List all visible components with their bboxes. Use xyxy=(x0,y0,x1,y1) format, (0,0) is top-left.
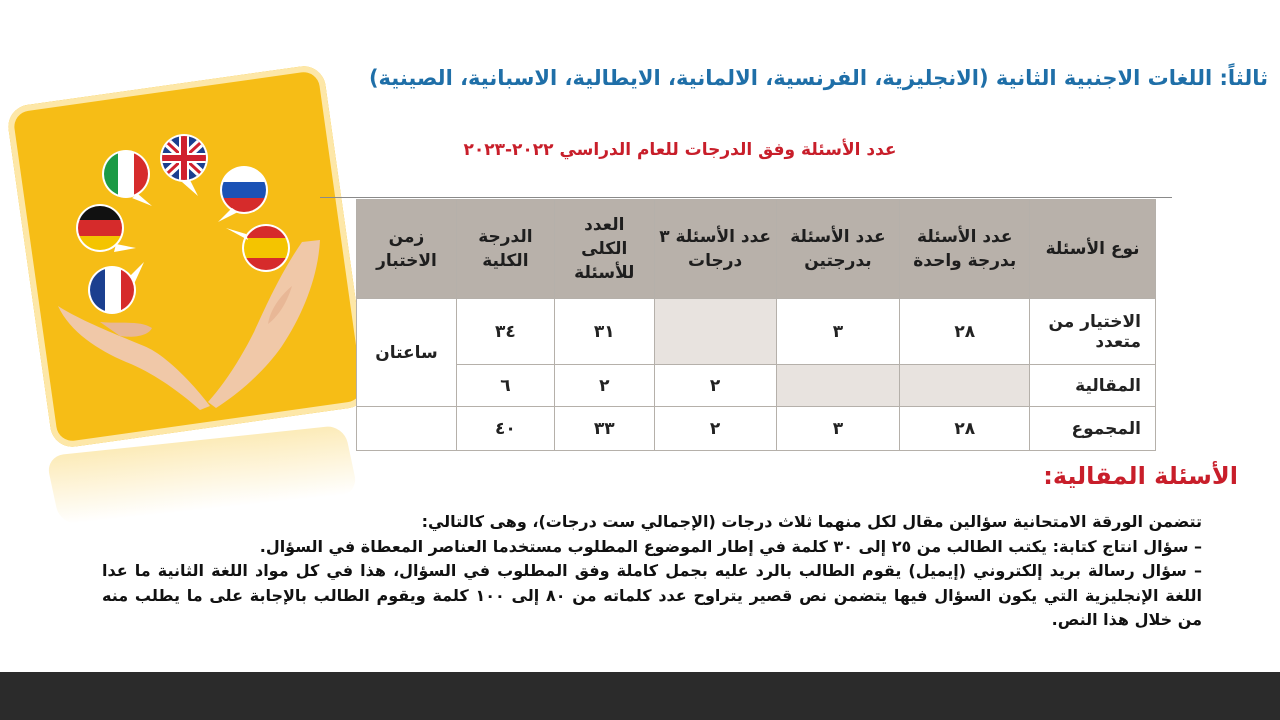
cell-three-points xyxy=(654,299,776,365)
uk-flag-icon xyxy=(158,134,210,196)
table-total-row xyxy=(357,407,1156,451)
cell-one-point: ٢٨ xyxy=(900,299,1030,365)
divider xyxy=(320,197,1172,198)
row-label: المقالية xyxy=(1030,365,1156,407)
essay-heading: الأسئلة المقالية: xyxy=(1043,462,1238,490)
france-flag-icon xyxy=(88,262,144,314)
essay-paragraph: – سؤال رسالة بريد إلكتروني (إيميل) يقوم الطالب بالرد عليه بجمل كاملة وفق المطلوب في السؤال، هذا في كل مواد اللغة الثانية ما عدا اللغة الإنجليزية التي يكون السؤال فيها يتضمن نص قصير يتراوح عدد كلماته من ٨٠ إلى ١٠٠ كلمة ويقوم الطالب بالإجابة على ما يطلب منه من خلال هذا النص. xyxy=(102,561,1203,629)
total-count: ٣٣ xyxy=(554,407,654,451)
header-total-score: الدرجة الكلية xyxy=(456,200,554,299)
questions-table xyxy=(356,199,1156,451)
essay-paragraph: تتضمن الورقة الامتحانية سؤالين مقال لكل منهما ثلاث درجات (الإجمالي ست درجات)، وهى كالتالي: xyxy=(421,512,1202,531)
total-empty-cell xyxy=(357,407,457,451)
page-title: ثالثاً: اللغات الاجنبية الثانية (الانجليزية، الفرنسية، الالمانية، الايطالية، الاسبانية، الصينية) xyxy=(368,66,1268,90)
header-three-points: عدد الأسئلة ٣ درجات xyxy=(654,200,776,299)
header-total-count: العدد الكلى للأسئلة xyxy=(554,200,654,299)
total-two-points: ٣ xyxy=(776,407,900,451)
essay-description xyxy=(102,510,1202,633)
cell-total-score: ٣٤ xyxy=(456,299,554,365)
total-label: المجموع xyxy=(1030,407,1156,451)
languages-illustration xyxy=(40,110,340,430)
cell-total-score: ٦ xyxy=(456,365,554,407)
russia-flag-icon xyxy=(218,166,270,222)
header-two-points: عدد الأسئلة بدرجتين xyxy=(776,200,900,299)
essay-paragraph: – سؤال انتاج كتابة: يكتب الطالب من ٢٥ إلى ٣٠ كلمة في إطار الموضوع المطلوب مستخدما العناصر المعطاة في السؤال. xyxy=(259,536,1202,556)
header-one-point: عدد الأسئلة بدرجة واحدة xyxy=(900,200,1030,299)
cell-total-count: ٣١ xyxy=(554,299,654,365)
italy-flag-icon xyxy=(100,150,152,206)
cell-two-points xyxy=(776,365,900,407)
germany-flag-icon xyxy=(76,204,136,252)
bottom-bar xyxy=(0,672,1280,720)
table-row xyxy=(357,299,1156,365)
header-exam-time: زمن الاختبار xyxy=(357,200,457,299)
cell-three-points: ٢ xyxy=(654,365,776,407)
header-question-type: نوع الأسئلة xyxy=(1030,200,1156,299)
table-row xyxy=(357,365,1156,407)
total-score: ٤٠ xyxy=(456,407,554,451)
cell-total-count: ٢ xyxy=(554,365,654,407)
cell-one-point xyxy=(900,365,1030,407)
table-subtitle: عدد الأسئلة وفق الدرجات للعام الدراسي ٢٠٢٢-٢٠٢٣ xyxy=(463,140,897,160)
row-label: الاختيار من متعدد xyxy=(1030,299,1156,365)
spain-flag-icon xyxy=(226,224,292,272)
cell-two-points: ٣ xyxy=(776,299,900,365)
total-one-point: ٢٨ xyxy=(900,407,1030,451)
exam-time-cell: ساعتان xyxy=(357,299,457,407)
total-three-points: ٢ xyxy=(654,407,776,451)
table-header-row xyxy=(357,200,1156,299)
